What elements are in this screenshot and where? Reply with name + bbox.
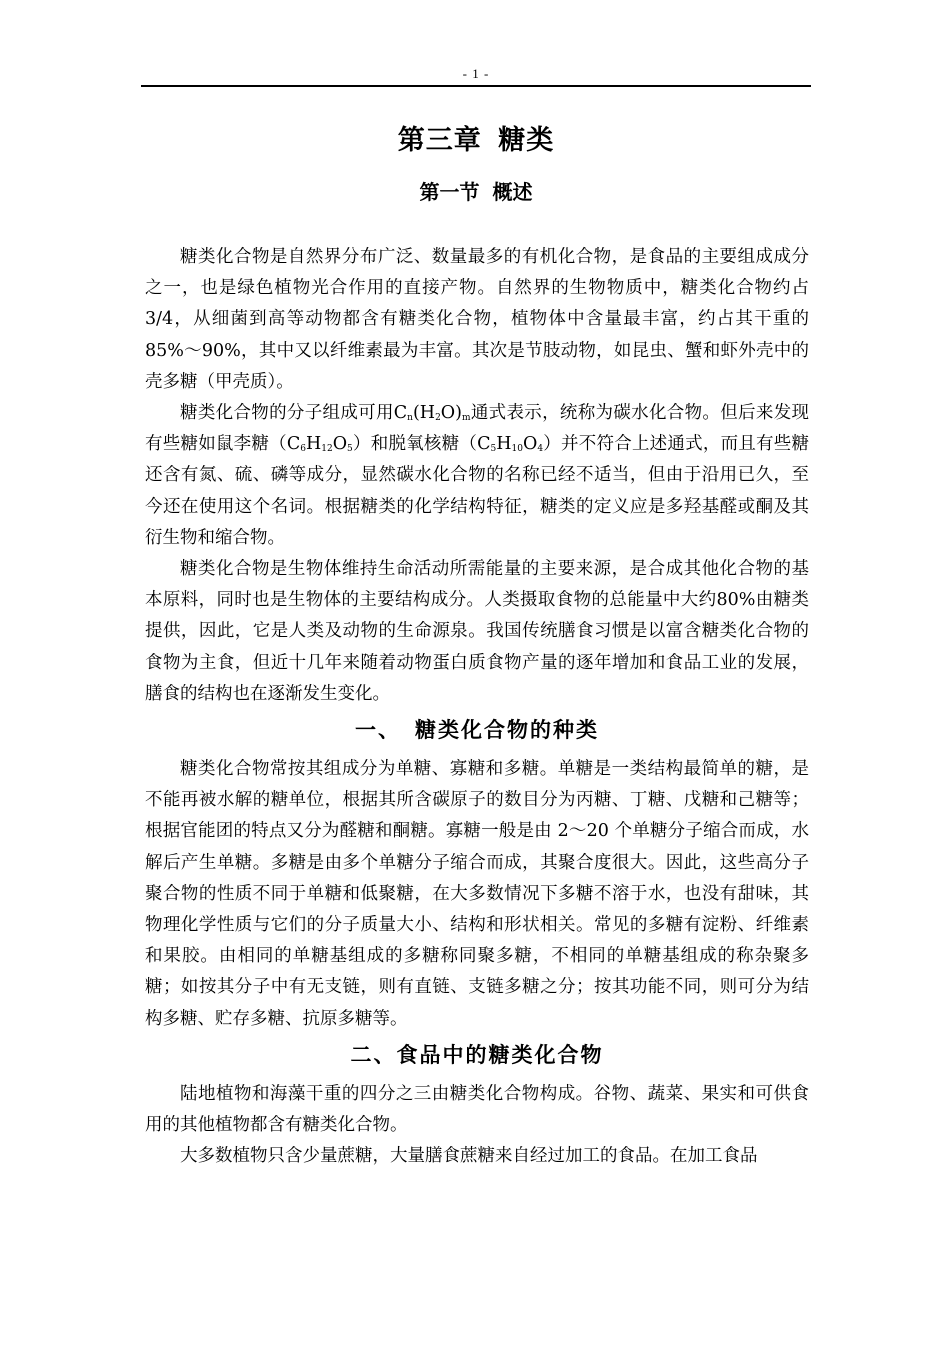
header-rule: [141, 85, 811, 87]
subsection-number: 一、: [355, 717, 401, 743]
paragraph-3: 糖类化合物是生物体维持生命活动所需能量的主要来源，是合成其他化合物的基本原料，同时也是生物体的主要结构成分。人类摄取食物的总能量中大约80%由糖类提供，因此，它是人类及动物的生命源泉。我国传统膳食习惯是以富含糖类化合物的食物为主食，但近十几年来随着动物蛋白质食物产量的逐年增加和食品工业的发展，膳食的结构也在逐渐发生变化。: [145, 559, 809, 704]
paragraph-1: 糖类化合物是自然界分布广泛、数量最多的有机化合物，是食品的主要组成成分之一，也是绿色植物光合作用的直接产物。自然界的生物物质中，糖类化合物约占 3/4，从细菌到高等动物都含有糖类化合物，植物体中含量最丰富，约占其干重的 85%～90%，其中又以纤维素最为丰富。其次是节肢动物，如昆虫、蟹和虾外壳中的壳多糖（甲壳质）。: [145, 247, 809, 392]
chapter-title: 第三章 糖类: [397, 125, 555, 156]
subsection-heading-1: [145, 710, 809, 750]
paragraph-5: 陆地植物和海藻干重的四分之三由糖类化合物构成。谷物、蔬菜、果实和可供食用的其他植物都含有糖类化合物。: [145, 1083, 809, 1136]
section-title: 第一节 概述: [419, 180, 533, 204]
paragraph-2: 糖类化合物的分子组成可用$C_n(H_2O)_m$通式表示，统称为碳水化合物。但后来发现有些糖如鼠李糖$(C_6H_{12}O_5)$和脱氧核糖$(C_5H_{10}O_4)$并不符合上述通式，而且有些糖还含有氮、硫、磷等成分，显然碳水化合物的名称已经不适当，但由于沿用已久，至今还在使用这个名词。根据糖类的化学结构特征，糖类的定义应是多羟基醛或酮及其衍生物和缩合物。: [145, 403, 810, 548]
paragraph-4: 糖类化合物常按其组成分为单糖、寡糖和多糖。单糖是一类结构最简单的糖，是不能再被水解的糖单位，根据其所含碳原子的数目分为丙糖、丁糖、戊糖和己糖等；根据官能团的特点又分为醛糖和酮糖。寡糖一般是由 2～20 个单糖分子缩合而成，水解后产生单糖。多糖是由多个单糖分子缩合而成，其聚合度很大。因此，这些高分子聚合物的性质不同于单糖和低聚糖，在大多数情况下多糖不溶于水，也没有甜味，其物理化学性质与它们的分子质量大小、结构和形状相关。常见的多糖有淀粉、纤维素和果胶。由相同的单糖基组成的多糖称同聚多糖，不相同的单糖基组成的称杂聚多糖；如按其分子中有无支链，则有直链、支链多糖之分；按其功能不同，则可分为结构多糖、贮存多糖、抗原多糖等。: [145, 759, 809, 1029]
subsection-heading-2: [145, 1035, 809, 1075]
body-text: [145, 242, 809, 1172]
paragraph-6: 大多数植物只含少量蔗糖，大量膳食蔗糖来自经过加工的食品。在加工食品: [180, 1146, 758, 1167]
subsection-number: 二、: [350, 1041, 397, 1067]
subsection-title: 食品中的糖类化合物: [396, 1041, 604, 1067]
subsection-title: 糖类化合物的种类: [415, 717, 599, 743]
page-number: - 1 -: [462, 66, 490, 81]
